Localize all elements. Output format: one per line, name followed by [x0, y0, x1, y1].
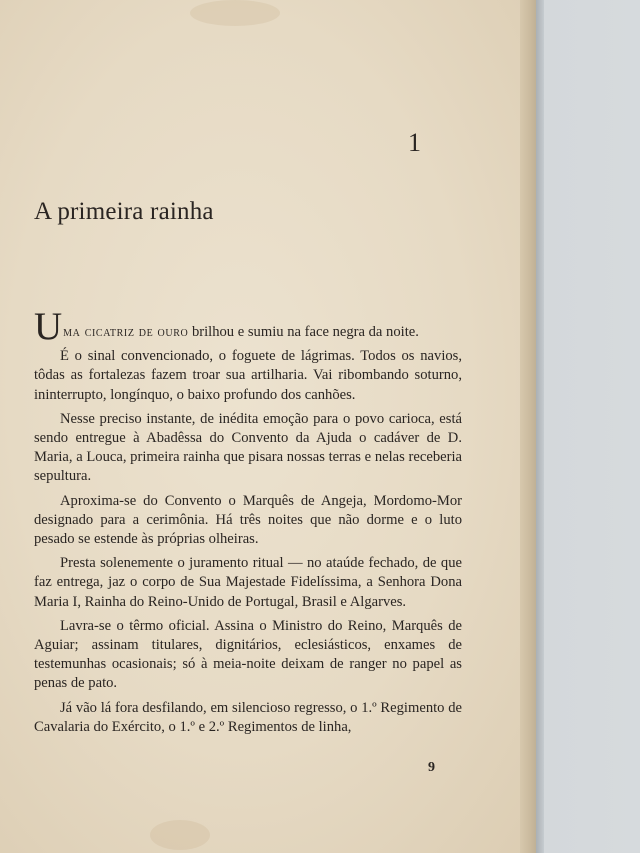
paper-stain [150, 820, 210, 850]
chapter-body [34, 305, 462, 742]
drop-cap: U [34, 305, 63, 348]
paragraph: É o sinal convencionado, o foguete de lágrimas. Todos os navios, tôdas as fortalezas fazem troar sua artilharia. Vai ribombando soturno, ininterrupto, longínquo, o baixo profundo dos canhões. [34, 348, 462, 403]
paragraph: Nesse preciso instante, de inédita emoção para o povo carioca, está sendo entregue à Abadêssa do Convento da Ajuda o cadáver de D. Maria, a Louca, primeira rainha que pisara nossas terras e nelas receberia sepultura. [34, 410, 462, 485]
opening-text: brilhou e sumiu na face negra da noite. [188, 324, 419, 340]
paragraph: Presta solenemente o juramento ritual — no ataúde fechado, de que faz entrega, jaz o corpo de Sua Majestade Fidelíssima, a Senhora Dona Maria I, Rainha do Reino-Unido de Portugal, Brasil e Algarves. [34, 555, 462, 610]
opening-paragraph [34, 305, 462, 348]
page-number: 9 [428, 760, 435, 775]
paragraph: Aproxima-se do Convento o Marquês de Angeja, Mordomo-Mor designado para a cerimônia. Há três noites que não dorme e o luto pesado se estende às próprias olheiras. [34, 492, 462, 548]
paper-stain [190, 0, 280, 26]
chapter-number: 1 [408, 128, 421, 157]
opening-small-caps: ma cicatriz de ouro [63, 324, 189, 340]
paragraph: Já vão lá fora desfilando, em silencioso regresso, o 1.º Regimento de Cavalaria do Exército, o 1.º e 2.º Regimentos de linha, [34, 699, 462, 735]
page-edge [520, 0, 536, 853]
book-cover-edge [536, 0, 544, 853]
paragraph: Lavra-se o têrmo oficial. Assina o Ministro do Reino, Marquês de Aguiar; assinam titulares, dignitários, eclesiásticos, enxames de testemunhas ocasionais; só à meia-noite deixam de ranger no papel as penas de pato. [34, 617, 462, 692]
chapter-title: A primeira rainha [34, 198, 214, 225]
